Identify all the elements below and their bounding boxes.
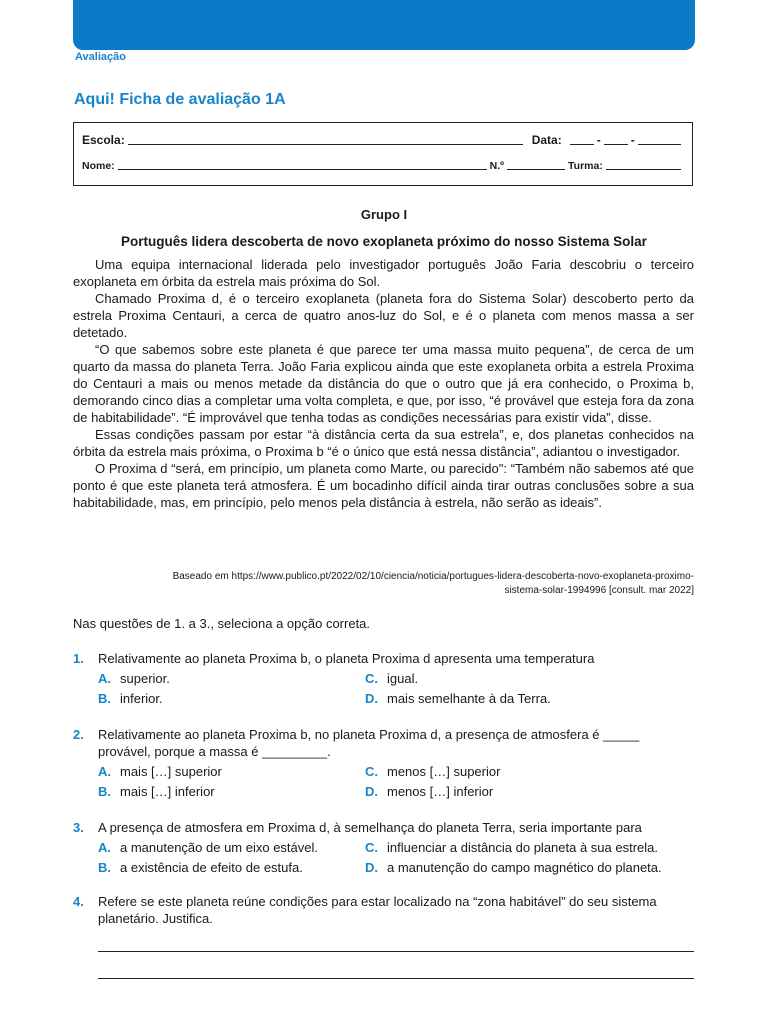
date-day-field[interactable] [570, 134, 594, 145]
number-label: N.º [489, 160, 505, 172]
question-text: Relativamente ao planeta Proxima b, no planeta Proxima d, a presença de atmosfera é _____ provável, porque a massa é _________. [98, 727, 640, 759]
option-c[interactable] [365, 763, 695, 780]
student-info-box [73, 122, 693, 186]
question-number: 3. [73, 820, 84, 835]
article-title: Português lidera descoberta de novo exoplaneta próximo do nosso Sistema Solar [121, 234, 647, 249]
article-body [73, 256, 694, 511]
answer-line[interactable] [98, 978, 694, 979]
option-letter: D. [365, 860, 378, 875]
options-list [98, 670, 695, 707]
option-b[interactable] [98, 783, 365, 800]
header-bar [73, 0, 695, 50]
option-letter: D. [365, 784, 378, 799]
article-paragraph: Uma equipa internacional liderada pelo investigador português João Faria descobriu o terceiro exoplaneta em órbita da estrela mais próxima do Sol. [73, 257, 694, 289]
option-b[interactable] [98, 690, 365, 707]
option-letter: C. [365, 671, 378, 686]
option-a[interactable] [98, 763, 365, 780]
source-line: Baseado em https://www.publico.pt/2022/02/10/ciencia/noticia/portugues-lidera-descoberta-novo-exoplaneta-proximo- [172, 571, 694, 582]
class-label: Turma: [568, 160, 603, 172]
option-text: mais […] inferior [120, 784, 215, 799]
class-field[interactable] [606, 159, 681, 170]
option-c[interactable] [365, 839, 695, 856]
option-letter: A. [98, 840, 111, 855]
option-letter: B. [98, 784, 111, 799]
option-text: a manutenção do campo magnético do planeta. [387, 860, 662, 875]
option-text: a manutenção de um eixo estável. [120, 840, 319, 855]
option-text: influenciar a distância do planeta à sua estrela. [387, 840, 659, 855]
option-letter: B. [98, 860, 111, 875]
question-1 [73, 650, 695, 707]
school-field[interactable] [128, 134, 523, 145]
question-text: Refere se este planeta reúne condições para estar localizado na “zona habitável” do seu sistema planetário. Justifica. [98, 894, 657, 926]
option-text: menos […] superior [387, 764, 501, 779]
name-number-class-row [82, 159, 684, 172]
option-c[interactable] [365, 670, 695, 687]
question-number: 1. [73, 651, 84, 666]
article-source [73, 570, 694, 598]
question-4 [73, 893, 695, 927]
option-text: a existência de efeito de estufa. [120, 860, 303, 875]
number-field[interactable] [507, 159, 565, 170]
school-label: Escola: [82, 133, 125, 147]
option-a[interactable] [98, 839, 365, 856]
instruction-text: Nas questões de 1. a 3., seleciona a opção correta. [73, 616, 371, 631]
question-text: Relativamente ao planeta Proxima b, o planeta Proxima d apresenta uma temperatura [98, 651, 595, 666]
date-month-field[interactable] [604, 134, 628, 145]
article-paragraph: “O que sabemos sobre este planeta é que parece ter uma massa muito pequena”, de cerca de um quarto da massa do planeta Terra. João Faria explicou ainda que este exoplaneta orbita a estrela Proxima do Centauri a mais ou menos metade da distância do que o outro que já era conhecido, o Proxima b, demorando cinco dias a completar uma volta completa, e que, por isso, “é provável que esteja fora da zona de habitabilidade”. “É improvável que tenha todas as condições necessárias para existir vida”, disse. [73, 342, 694, 425]
question-text: A presença de atmosfera em Proxima d, à semelhança do planeta Terra, seria importante para [98, 820, 642, 835]
option-letter: A. [98, 764, 111, 779]
option-letter: B. [98, 691, 111, 706]
page-title: Aqui! Ficha de avaliação 1A [74, 91, 286, 108]
option-text: igual. [387, 671, 419, 686]
article-paragraph: O Proxima d “será, em princípio, um planeta como Marte, ou parecido": “Também não sabemos até que ponto é que este planeta terá atmosfera. É um bocadinho difícil ainda tirar outras conclusões sobre a sua habitabilidade, mas, em princípio, pelo menos pela distância à estrela, não serão as ideais”. [73, 461, 694, 510]
option-letter: C. [365, 764, 378, 779]
group-title: Grupo I [360, 207, 408, 222]
options-list [98, 763, 695, 800]
option-b[interactable] [98, 859, 365, 876]
question-number: 2. [73, 727, 84, 742]
option-letter: C. [365, 840, 378, 855]
option-text: superior. [120, 671, 170, 686]
answer-line[interactable] [98, 951, 694, 952]
option-a[interactable] [98, 670, 365, 687]
option-letter: A. [98, 671, 111, 686]
section-label: Avaliação [75, 51, 126, 63]
option-d[interactable] [365, 690, 695, 707]
question-2 [73, 726, 695, 800]
question-3 [73, 819, 695, 876]
option-text: mais semelhante à da Terra. [387, 691, 551, 706]
option-d[interactable] [365, 783, 695, 800]
school-date-row [82, 133, 684, 147]
option-text: inferior. [120, 691, 163, 706]
option-text: menos […] inferior [387, 784, 494, 799]
option-text: mais […] superior [120, 764, 222, 779]
name-field[interactable] [118, 159, 487, 170]
article-paragraph: Chamado Proxima d, é o terceiro exoplaneta (planeta fora do Sistema Solar) descoberto perto da estrela Proxima Centauri, a cerca de quatro anos-luz do Sol, e é o planeta com menos massa a ser detetado. [73, 291, 694, 340]
option-d[interactable] [365, 859, 695, 876]
options-list [98, 839, 695, 876]
date-separator: - [630, 133, 635, 147]
date-separator: - [596, 133, 601, 147]
name-label: Nome: [82, 160, 115, 172]
question-number: 4. [73, 894, 84, 909]
article-paragraph: Essas condições passam por estar “à distância certa da sua estrela”, e, dos planetas conhecidos na órbita da estrela mais próxima, o Proxima b “é o único que está nessa distância”, adiantou o investigador. [73, 427, 694, 459]
option-letter: D. [365, 691, 378, 706]
date-year-field[interactable] [638, 134, 681, 145]
date-label: Data: [531, 133, 562, 147]
source-line: sistema-solar-1994996 [consult. mar 2022] [504, 585, 694, 596]
